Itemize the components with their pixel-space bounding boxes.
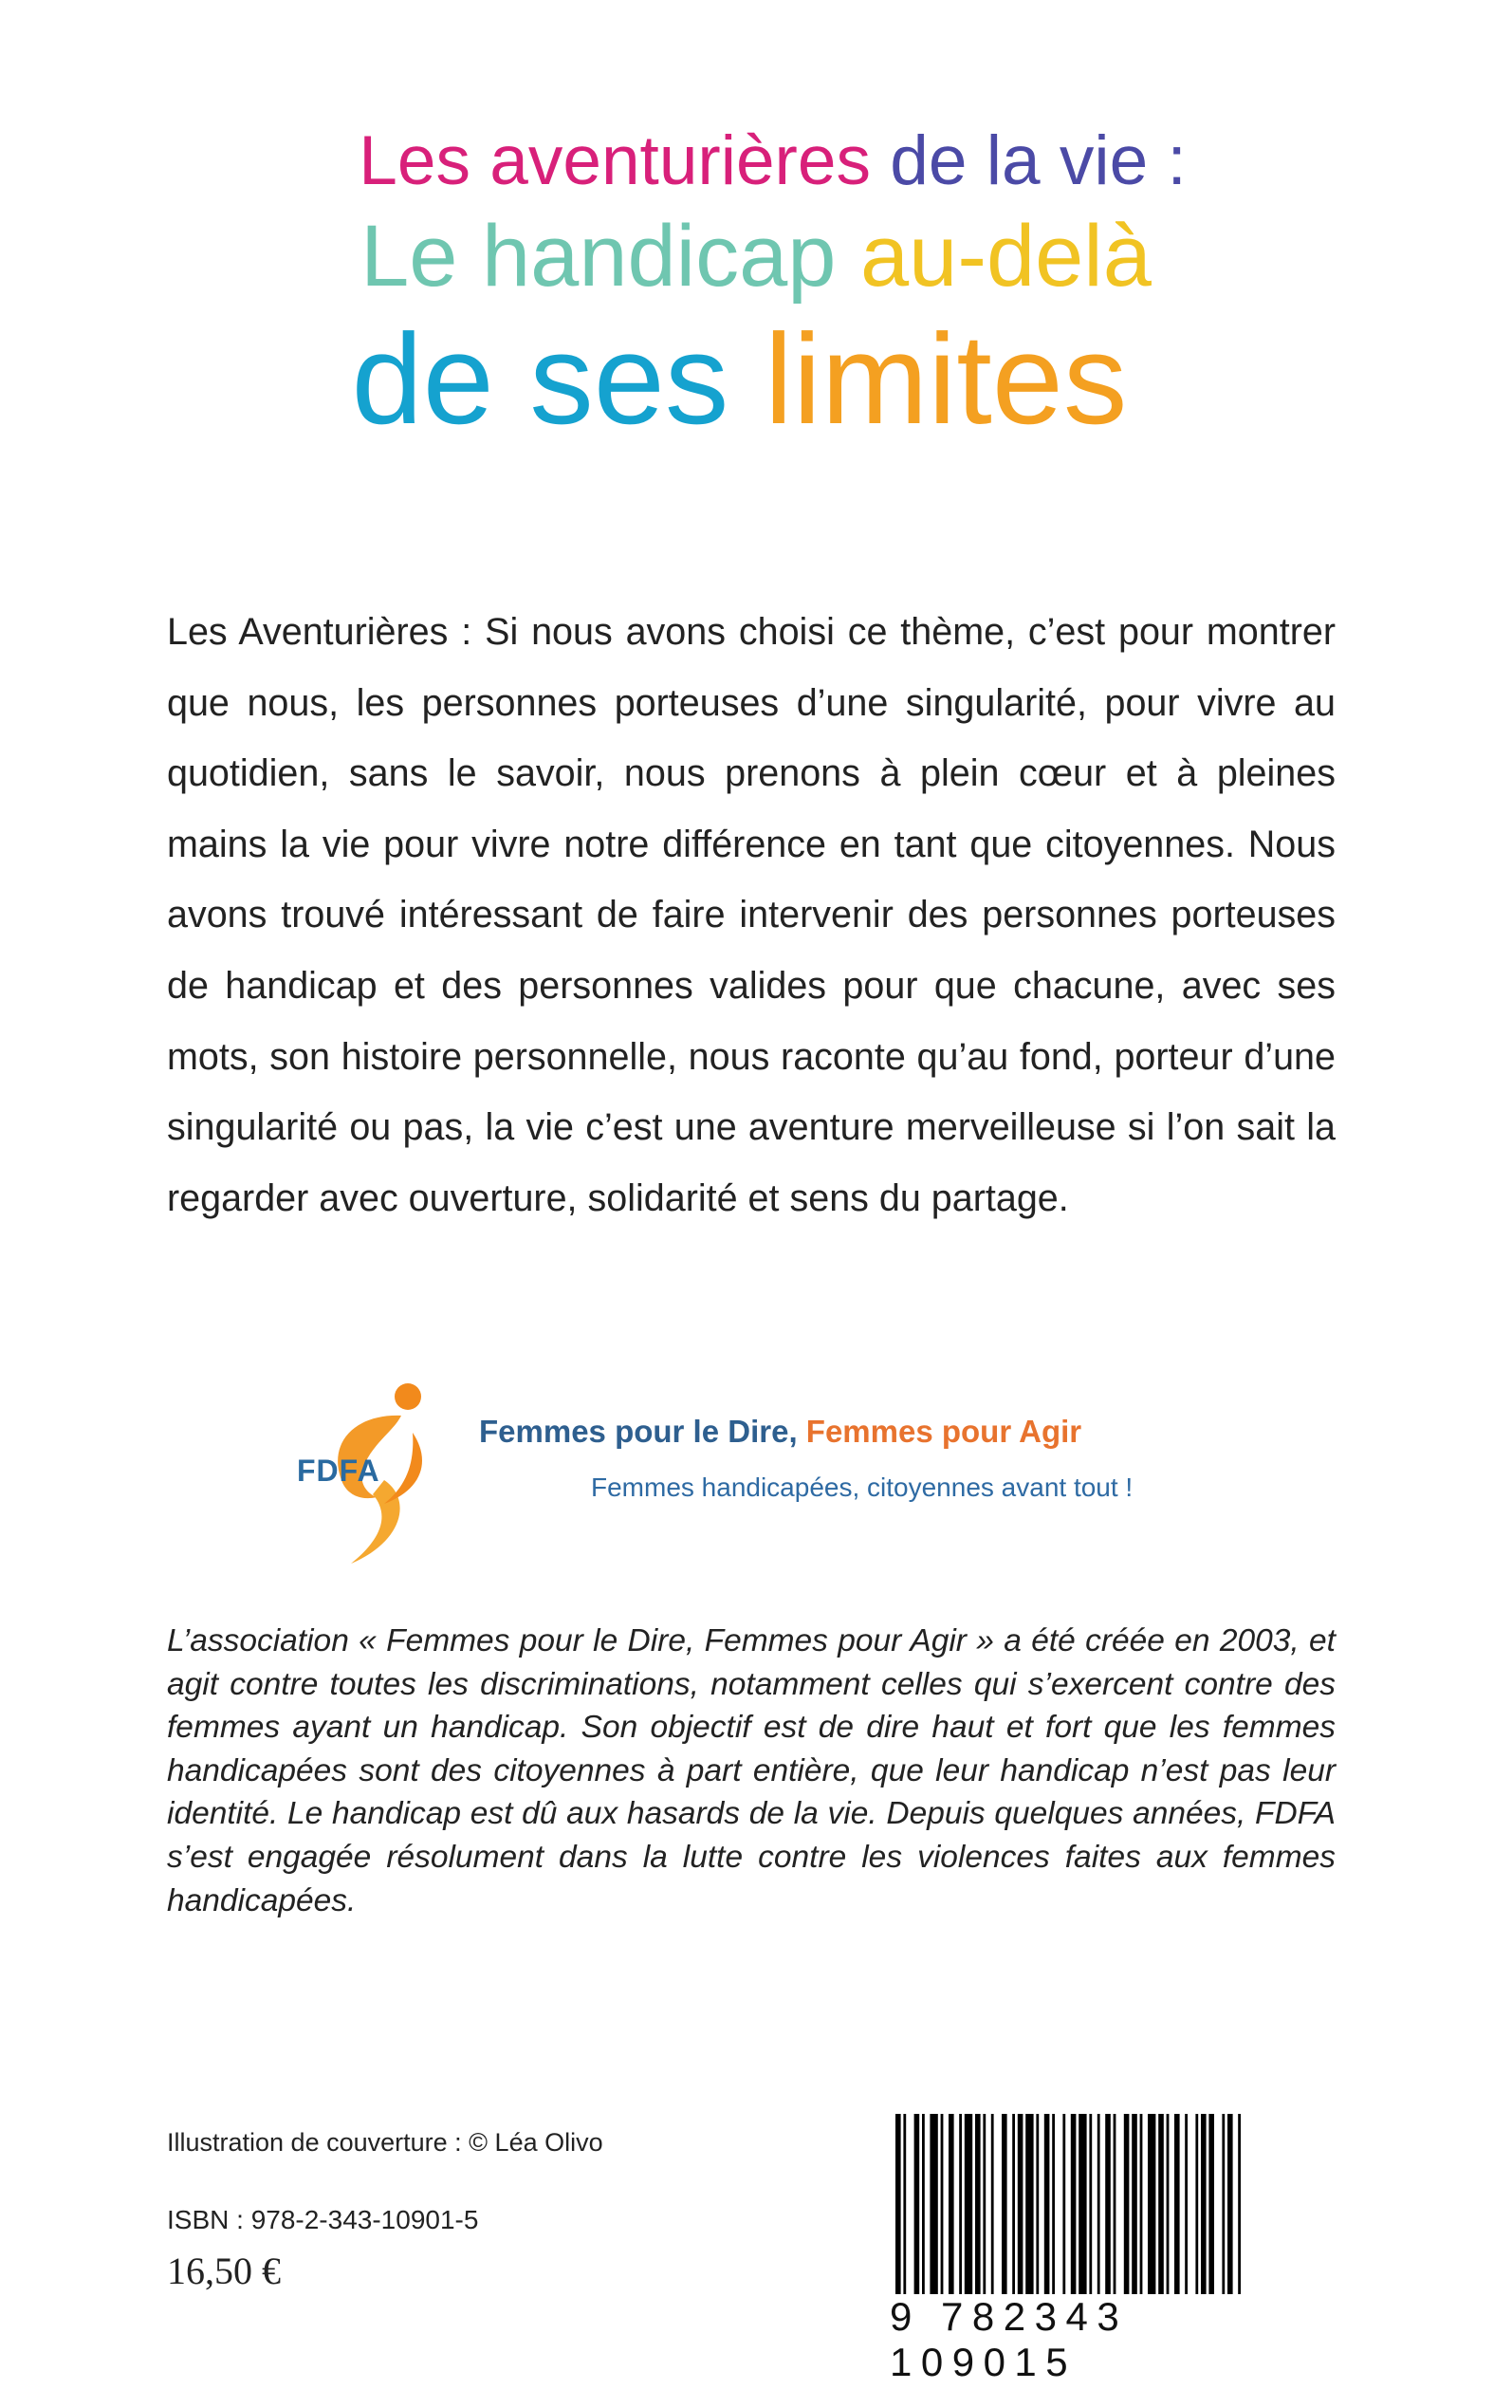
illustration-credit: Illustration de couverture : © Léa Olivo (167, 2128, 603, 2157)
title-line-2 (0, 204, 1512, 308)
logo-abbreviation: FDFA (297, 1454, 380, 1488)
fdfa-logo (289, 1376, 1238, 1565)
logo-subtitle: Femmes handicapées, citoyennes avant tout ! (591, 1473, 1134, 1502)
logo-tagline (479, 1414, 1081, 1450)
title-line-1 (33, 119, 1512, 204)
logo-tagline-part1: Femmes pour le Dire, (479, 1414, 798, 1449)
association-description: L’association « Femmes pour le Dire, Femmes pour Agir » a été créée en 2003, et agit contre toutes les discriminations, notamment celles qui s’exercent contre des femmes ayant un handicap. Son objectif est de dire haut et fort que les femmes handicapées sont des citoyennes à part entière, que leur handicap n’est pas leur identité. Le handicap est dû aux hasards de la vie. Depuis quelques années, FDFA s’est engagée résolument dans la lutte contre les violences faites aux femmes handicapées. (167, 1623, 1336, 1918)
title-word-limites: limites (764, 307, 1128, 451)
book-title (0, 119, 1512, 451)
isbn: ISBN : 978-2-343-10901-5 (167, 2205, 479, 2234)
title-word-de-ses: de ses (351, 307, 729, 451)
title-word-aventurieres: Les aventurières (359, 122, 871, 199)
title-word-de-la-vie: de la vie : (890, 122, 1187, 199)
title-word-au-dela: au-delà (859, 208, 1152, 305)
barcode-number: 9 782343 109015 (890, 2294, 1129, 2384)
title-word-handicap: Le handicap (360, 208, 837, 305)
logo-tagline-part2: Femmes pour Agir (805, 1414, 1082, 1449)
price: 16,50 € (167, 2250, 281, 2292)
title-line-3 (0, 308, 1512, 451)
back-cover-summary: Les Aventurières : Si nous avons choisi ce thème, c’est pour montrer que nous, les personnes porteuses d’une singularité, pour vivre au quotidien, sans le savoir, nous prenons à plein cœur et à pleines mains la vie pour vivre notre différence en tant que citoyennes. Nous avons trouvé intéressant de faire intervenir des personnes porteuses de handicap et des personnes valides pour que chacune, avec ses mots, son histoire personnelle, nous raconte qu’au fond, porteur d’une singularité ou pas, la vie c’est une aventure merveilleuse si l’on sait la regarder avec ouverture, solidarité et sens du partage. (167, 611, 1336, 1219)
